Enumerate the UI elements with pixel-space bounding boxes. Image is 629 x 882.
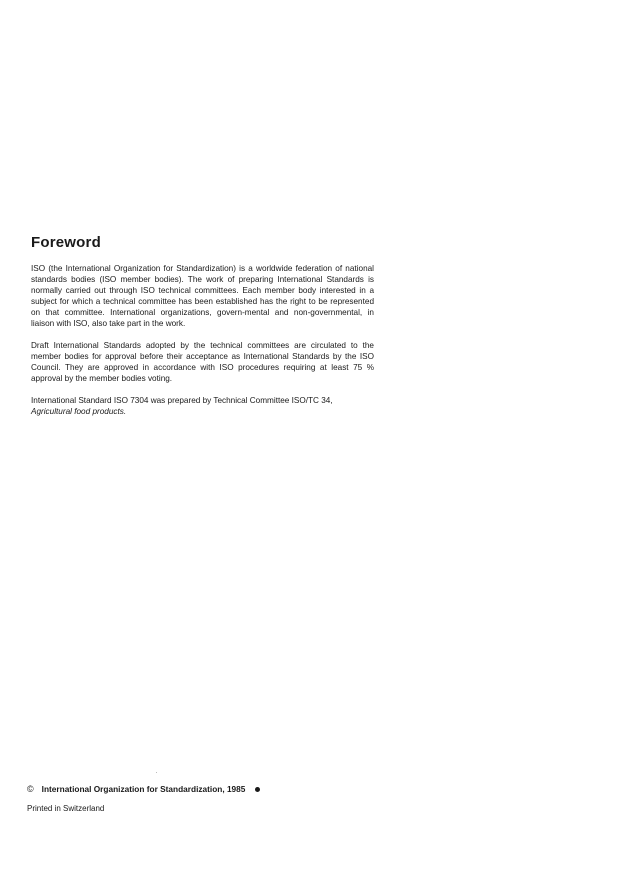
printed-in-line: Printed in Switzerland <box>27 804 105 813</box>
copyright-text: International Organization for Standardization, 1985 <box>41 784 246 794</box>
foreword-heading: Foreword <box>31 234 101 251</box>
copyright-line <box>27 784 260 794</box>
copyright-icon: © <box>27 784 34 794</box>
print-speck <box>156 772 157 773</box>
paragraph-draft-standards: Draft International Standards adopted by the technical committees are circulated to the member bodies for approval before their acceptance as International Standards by the ISO Council. They are approved in accordance with ISO procedures requiring at least 75 % approval by the member bodies voting. <box>31 341 374 383</box>
foreword-body <box>31 263 374 417</box>
standard-reference-text: International Standard ISO 7304 was prepared by Technical Committee ISO/TC 34, <box>31 396 333 405</box>
bullet-icon <box>255 787 260 792</box>
committee-title: Agricultural food products. <box>31 407 127 416</box>
paragraph-iso-description: ISO (the International Organization for Standardization) is a worldwide federation of national standards bodies (ISO member bodies). The work of preparing International Standards is normally carried out through ISO technical committees. Each member body interested in a subject for which a technical committee has been established has the right to be represented on that committee. International organizations, govern-mental and non-governmental, in liaison with ISO, also take part in the work. <box>31 264 374 328</box>
paragraph-standard-reference <box>31 395 374 417</box>
